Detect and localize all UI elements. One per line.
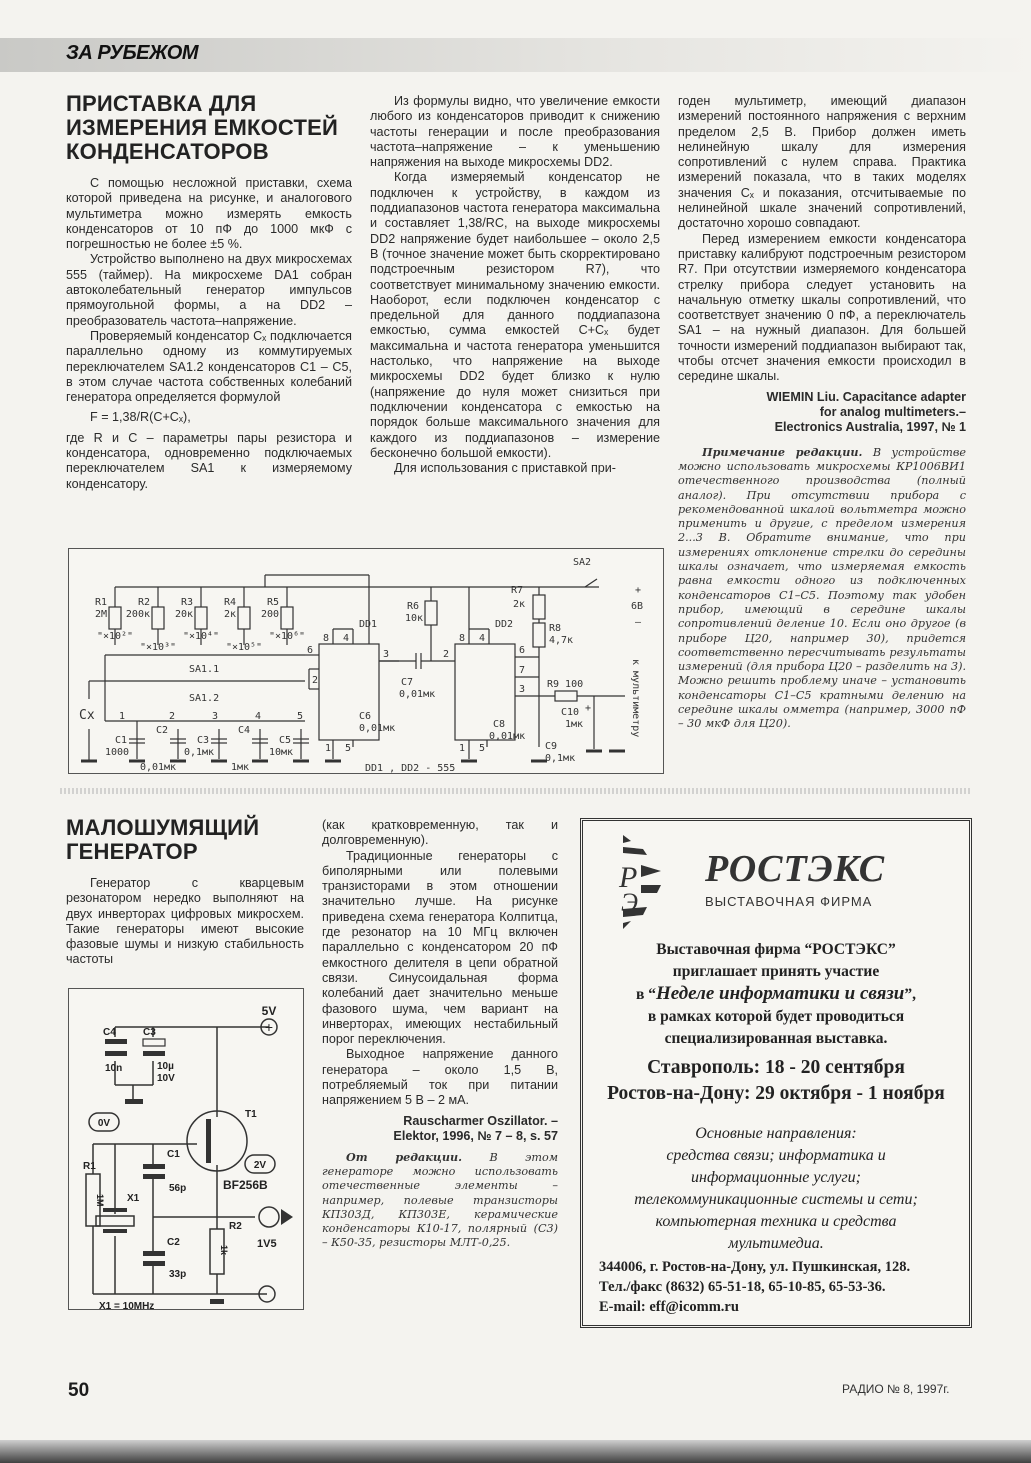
reference-line: Rauscharmer Oszillator. –: [403, 1113, 558, 1128]
switch-pos: 2: [169, 711, 176, 722]
article1-column-2: [370, 94, 660, 476]
transistor-type: BF256B: [223, 1178, 268, 1192]
schematic-label: +: [635, 585, 642, 596]
paragraph: Для использования с приставкой при-: [394, 461, 616, 476]
schematic-label: 10мк: [268, 747, 294, 758]
pin-label: 2: [312, 675, 319, 686]
schematic-label: R4: [223, 597, 236, 608]
paragraph: Традиционные генераторы с биполярными или полевыми транзисторами в этом отношении значительно лучше. На рисунке приведена схема генератора Колпитца, где резонатор на 10 МГц включен параллельно с конденсатором 20 пФ емкостного делителя в цепи обратной связи. Синусоидальная форма колебаний дает значительно меньше фазового шума, чем вариант на инверторах, имеющих нестабильный порог переключения.: [322, 848, 558, 1047]
battery-label: 6В: [631, 601, 644, 612]
article1-title: [66, 92, 338, 164]
schematic-label: 4,7к: [549, 635, 574, 646]
schematic-label: T1: [245, 1109, 257, 1120]
scan-edge: [0, 1440, 1031, 1463]
schematic-label: SA2: [573, 557, 592, 568]
schematic-label: R2: [137, 597, 150, 608]
schematic-label: +: [585, 703, 592, 714]
pin-label: 8: [323, 633, 330, 644]
ad-directions: [583, 1123, 969, 1255]
title-line: ИЗМЕРЕНИЯ ЕМКОСТЕЙ: [66, 115, 338, 140]
schematic-label: R1: [94, 597, 107, 608]
schematic-label: 0,1мк: [545, 753, 576, 764]
section-divider: [60, 788, 970, 794]
schematic-label: R8: [549, 623, 562, 634]
schematic-label: R7: [511, 585, 524, 596]
schematic-label: R2: [229, 1221, 242, 1232]
event-date: Ставрополь: 18 - 20 сентября: [647, 1057, 905, 1078]
chip-note: DD1 , DD2 - 555: [365, 763, 456, 774]
range-label: "×10⁴": [182, 631, 220, 642]
ad-line: [583, 983, 969, 1006]
pin-label: 2: [443, 649, 450, 660]
oscillator-drawing: [69, 989, 305, 1311]
phone: Тел./факс (8632) 65-51-18, 65-10-85, 65-53-36.: [599, 1279, 886, 1295]
section-header: ЗА РУБЕЖОМ: [66, 42, 198, 64]
schematic-label: C10: [561, 707, 580, 718]
reference-line: Elektor, 1996, № 7 – 8, s. 57: [393, 1128, 558, 1143]
switch-pos: 5: [297, 711, 304, 722]
editor-note-lead: Примечание редакции.: [702, 444, 863, 459]
pin-label: 5: [479, 743, 486, 754]
schematic-label: 2к: [513, 599, 526, 610]
logo-glyph: Э: [621, 888, 639, 917]
schematic-label: 1мк: [565, 719, 584, 730]
ad-line: Выставочная фирма “РОСТЭКС”: [656, 941, 896, 958]
paragraph: (как кратковременную, так и долговременную).: [322, 818, 558, 848]
chip-label: DD2: [495, 619, 514, 630]
schematic-label: 0,01мк: [359, 723, 396, 734]
schematic-label: C4: [237, 725, 250, 736]
event-name: Неделе информатики и связи: [655, 983, 905, 1004]
schematic-label: X1: [127, 1193, 140, 1204]
range-label: "×10²": [96, 631, 134, 642]
article1-column-3: [678, 94, 966, 732]
paragraph: С помощью несложной приставки, схема которой приведена на рисунке, и аналогового мультиметра можно измерять емкость конденсаторов от 10 пФ до 1000 мкФ с погрешностью не более ±5 %.: [66, 176, 352, 252]
title-line: КОНДЕНСАТОРОВ: [66, 139, 269, 164]
schematic-label: 0,01мк: [399, 689, 436, 700]
ad-contacts: [599, 1257, 969, 1317]
schematic-label: R9 100: [547, 679, 584, 690]
reference: [678, 390, 966, 435]
schematic-drawing: [69, 549, 665, 775]
schematic-label: 1M: [95, 1194, 105, 1207]
paragraph: Когда измеряемый конденсатор не подключен к устройству, в каждом из поддиапазонов частота генератора максимальна и составляет 1,38/RC, на выходе микросхемы DD2 напряжение будет наибольшее – около 2,5 В (точное значение может быть скорректировано подстроечным резистором R7), что соответствует минимальному значению емкости. Наоборот, если подключен конденсатор с предельной для данного поддиапазона емкостью, сумма емкостей C+Cₓ будет максимальна и частота генератора уменьшится настолько, что напряжение на выходе микросхемы DD2 будет близко к нулю (напряжение до нуля может снизиться при подключении конденсатора с емкостью на порядок больше максимального значения для каждого из поддиапазонов – измерение бесконечно большой емкости).: [370, 170, 660, 460]
schematic-label: C3: [196, 735, 209, 746]
paragraph: Выходное напряжение данного генератора – около 1,5 В, потребляемый ток при питании напряжением 5 В – 2 мА.: [322, 1047, 558, 1108]
schematic-label: 1мк: [230, 762, 250, 773]
schematic-label: C7: [401, 677, 414, 688]
range-label: "×10⁵": [225, 642, 263, 653]
switch-label: SA1.2: [189, 693, 220, 704]
event-dates: [583, 1055, 969, 1107]
colpitts-oscillator-schematic: [68, 988, 304, 1310]
chip-label: DD1: [359, 619, 378, 630]
direction-line: Основные направления:: [695, 1125, 857, 1142]
paragraph: Устройство выполнено на двух микросхемах 555 (таймер). На микросхеме DA1 собран автоколебательный генератор импульсов прямоугольной формы, а на DD2 – преобразователь частота–напряжение.: [66, 252, 352, 328]
paragraph: Перед измерением емкости конденсатора приставку калибруют подстроечным резистором R7. При отсутствии измеряемого конденсатора стрелку прибора следует установить на начальную отметку шкалы сопротивлений, что соответствует значению 0 пФ, а переключатель SA1 – на нужный диапазон. Для большей точности измерений поддиапазон выбирают так, чтобы отсчет значения емкости происходил в середине шкалы.: [678, 231, 966, 384]
switch-pos: 1: [119, 711, 126, 722]
switch-label: SA1.1: [189, 664, 220, 675]
paragraph: Проверяемый конденсатор Cₓ подключается параллельно одному из коммутируемых переключателем SA1.2 конденсаторов C1 – C5, в этом случае частота собственных колебаний генератора определяется формулой: [66, 328, 352, 405]
schematic-label: 0,01мк: [489, 731, 526, 742]
event-date: Ростов-на-Дону: 29 октября - 1 ноября: [607, 1083, 945, 1104]
schematic-label: C1: [167, 1149, 180, 1160]
cx-label: Cx: [79, 708, 95, 723]
reference: [322, 1114, 558, 1144]
capacitance-adapter-schematic: [68, 548, 664, 774]
schematic-label: R5: [266, 597, 279, 608]
email: E-mail: eff@icomm.ru: [599, 1299, 739, 1315]
rostex-logo-icon: [617, 831, 697, 931]
article2-column-2: [322, 818, 558, 1251]
schematic-label: C6: [359, 711, 372, 722]
schematic-label: C4: [103, 1027, 116, 1038]
switch-pos: 3: [212, 711, 219, 722]
title-line: ГЕНЕРАТОР: [66, 839, 198, 864]
paragraph: где R и C – параметры пары резистора и конденсатора, одновременно подключаемых переключателем SA1 к измеряемому конденсатору.: [66, 430, 352, 491]
brand-name: РОСТЭКС: [705, 848, 886, 890]
article2-title: [66, 816, 259, 864]
reference-line: WIEMIN Liu. Capacitance adapter: [766, 389, 966, 404]
paragraph: годен мультиметр, имеющий диапазон измерений постоянного напряжения с верхним пределом 2,5 В. Прибор должен иметь нелинейную шкалу для измерения сопротивлений с нулем справа. Практика измерений показала, что в таких моделях значения Cₓ и показания, отсчитываемые по нелинейной шкале значений сопротивлений, достаточно хорошо совпадают.: [678, 94, 966, 231]
pin-label: 7: [519, 665, 526, 676]
paragraph: Из формулы видно, что увеличение емкости любого из конденсаторов приводит к снижению частоты генерации и после преобразования частота–напряжение – к уменьшению напряжения на выходе микросхемы DD2.: [370, 94, 660, 170]
pin-label: 5: [345, 743, 352, 754]
schematic-label: C1: [114, 735, 127, 746]
pin-label: 3: [519, 684, 526, 695]
editor-note: [678, 445, 966, 732]
schematic-label: C8: [493, 719, 506, 730]
schematic-label: 20к: [174, 609, 193, 620]
formula: F = 1,38/R(C+Cₓ),: [90, 410, 191, 425]
plus-terminal-icon: +: [264, 1019, 274, 1035]
issue-label: РАДИО № 8, 1997г.: [842, 1382, 950, 1396]
direction-line: телекоммуникационные системы и сети;: [634, 1191, 918, 1208]
reference-line: for analog multimeters.–: [819, 404, 966, 419]
schematic-label: 10V: [157, 1073, 175, 1084]
pin-label: 1: [459, 743, 466, 754]
schematic-label: 0,01мк: [139, 762, 177, 773]
schematic-label: C3: [143, 1027, 156, 1038]
output-label: 1V5: [257, 1238, 277, 1250]
pin-label: 4: [479, 633, 486, 644]
probe-label: 0V: [97, 1118, 111, 1129]
ad-invitation: [583, 939, 969, 1050]
quote-close: ”,: [904, 986, 917, 1003]
schematic-label: 33p: [169, 1269, 187, 1280]
address: 344006, г. Ростов-на-Дону, ул. Пушкинская, 128.: [599, 1259, 911, 1275]
ad-line: приглашает принять участие: [672, 963, 880, 980]
schematic-label: 10к: [405, 613, 424, 624]
editor-note-lead: От редакции.: [346, 1149, 463, 1164]
brand-subtitle: ВЫСТАВОЧНАЯ ФИРМА: [705, 894, 873, 909]
schematic-label: 10n: [105, 1063, 123, 1074]
output-label: к мультиметру: [630, 659, 641, 738]
article1-column-1: [66, 176, 352, 492]
schematic-label: –: [635, 617, 642, 628]
pin-label: 6: [519, 645, 526, 656]
schematic-label: 200: [260, 609, 279, 620]
article2-column-1: [66, 876, 304, 968]
probe-label: 2V: [253, 1160, 267, 1171]
ad-line: в рамках которой будет проводиться: [647, 1008, 905, 1025]
schematic-label: C2: [155, 725, 168, 736]
direction-line: средства связи; информатика и: [666, 1147, 886, 1164]
pin-label: 8: [459, 633, 466, 644]
editor-note-body: В устройстве можно использовать микросхемы КР1006ВИ1 отечественного производства (полный аналог). При отсутствии прибора с рекомендованной шкалой вольтметра можно применить и другие, с пределом измерения 2...3 В. Обратите внимание, что при измерениях отклонение стрелки до середины шкалы означает, что измеряемая емкость равна емкости одного из подключенных конденсаторов C1–C5. Поэтому так удобен прибор, имеющий в середине шкалы сопротивлений деление 10. Если оно другое (в приборе Ц20, например 30), придется соответственно пересчитывать результаты измерений (для прибора Ц20 – разделить на 3). Можно решить проблему иначе – установить конденсаторы C1–C5 кратными делению на середине шкалы омметра (например, 3000 пФ – 30 мкФ для Ц20).: [678, 445, 966, 731]
schematic-label: 200к: [125, 609, 150, 620]
editor-note: [322, 1150, 558, 1251]
schematic-label: 1000: [104, 747, 130, 758]
reference-line: Electronics Australia, 1997, № 1: [774, 419, 966, 434]
logo-glyph: Р: [619, 861, 638, 894]
crystal-note: X1 = 10MHz: [99, 1301, 155, 1311]
schematic-label: 1k: [219, 1245, 229, 1256]
schematic-label: 0,1мк: [183, 747, 215, 758]
pin-label: 6: [307, 645, 314, 656]
paragraph: Генератор с кварцевым резонатором нередко выполняют на двух инверторах цифровых микросхем. Такие генераторы имеют высокие фазовые шумы и низкую стабильность частоты: [66, 876, 304, 967]
pin-label: 1: [325, 743, 332, 754]
switch-pos: 4: [255, 711, 262, 722]
schematic-label: C5: [278, 735, 291, 746]
schematic-label: 2к: [223, 609, 236, 620]
direction-line: информационные услуги;: [691, 1169, 861, 1186]
schematic-label: 10µ: [157, 1061, 174, 1072]
range-label: "×10⁶": [268, 631, 306, 642]
title-line: МАЛОШУМЯЩИЙ: [66, 815, 260, 840]
direction-line: компьютерная техника и средства: [655, 1213, 897, 1230]
schematic-label: C2: [167, 1237, 180, 1248]
rostex-advertisement: [580, 818, 972, 1328]
schematic-label: C9: [545, 741, 558, 752]
title-line: ПРИСТАВКА ДЛЯ: [66, 91, 257, 116]
schematic-label: 2M: [94, 609, 107, 620]
schematic-label: R6: [407, 601, 420, 612]
direction-line: мультимедиа.: [728, 1235, 824, 1252]
schematic-label: 56p: [169, 1183, 187, 1194]
schematic-label: R1: [83, 1161, 96, 1172]
schematic-label: R3: [180, 597, 193, 608]
ad-line: специализированная выставка.: [664, 1030, 888, 1047]
pin-label: 3: [383, 649, 390, 660]
range-label: "×10³": [139, 642, 177, 653]
editor-note-body: В этом генераторе можно использовать отечественные элементы – например, полевые транзисторы КП303Д, КП303Е, керамические конденсаторы К10-17, полярный (С3) – К50-35, резисторы МЛТ-0,25.: [322, 1150, 558, 1250]
page-number: 50: [68, 1380, 90, 1401]
pin-label: 4: [343, 633, 350, 644]
quote-open: в “: [635, 986, 656, 1003]
supply-label: 5V: [261, 1004, 277, 1018]
